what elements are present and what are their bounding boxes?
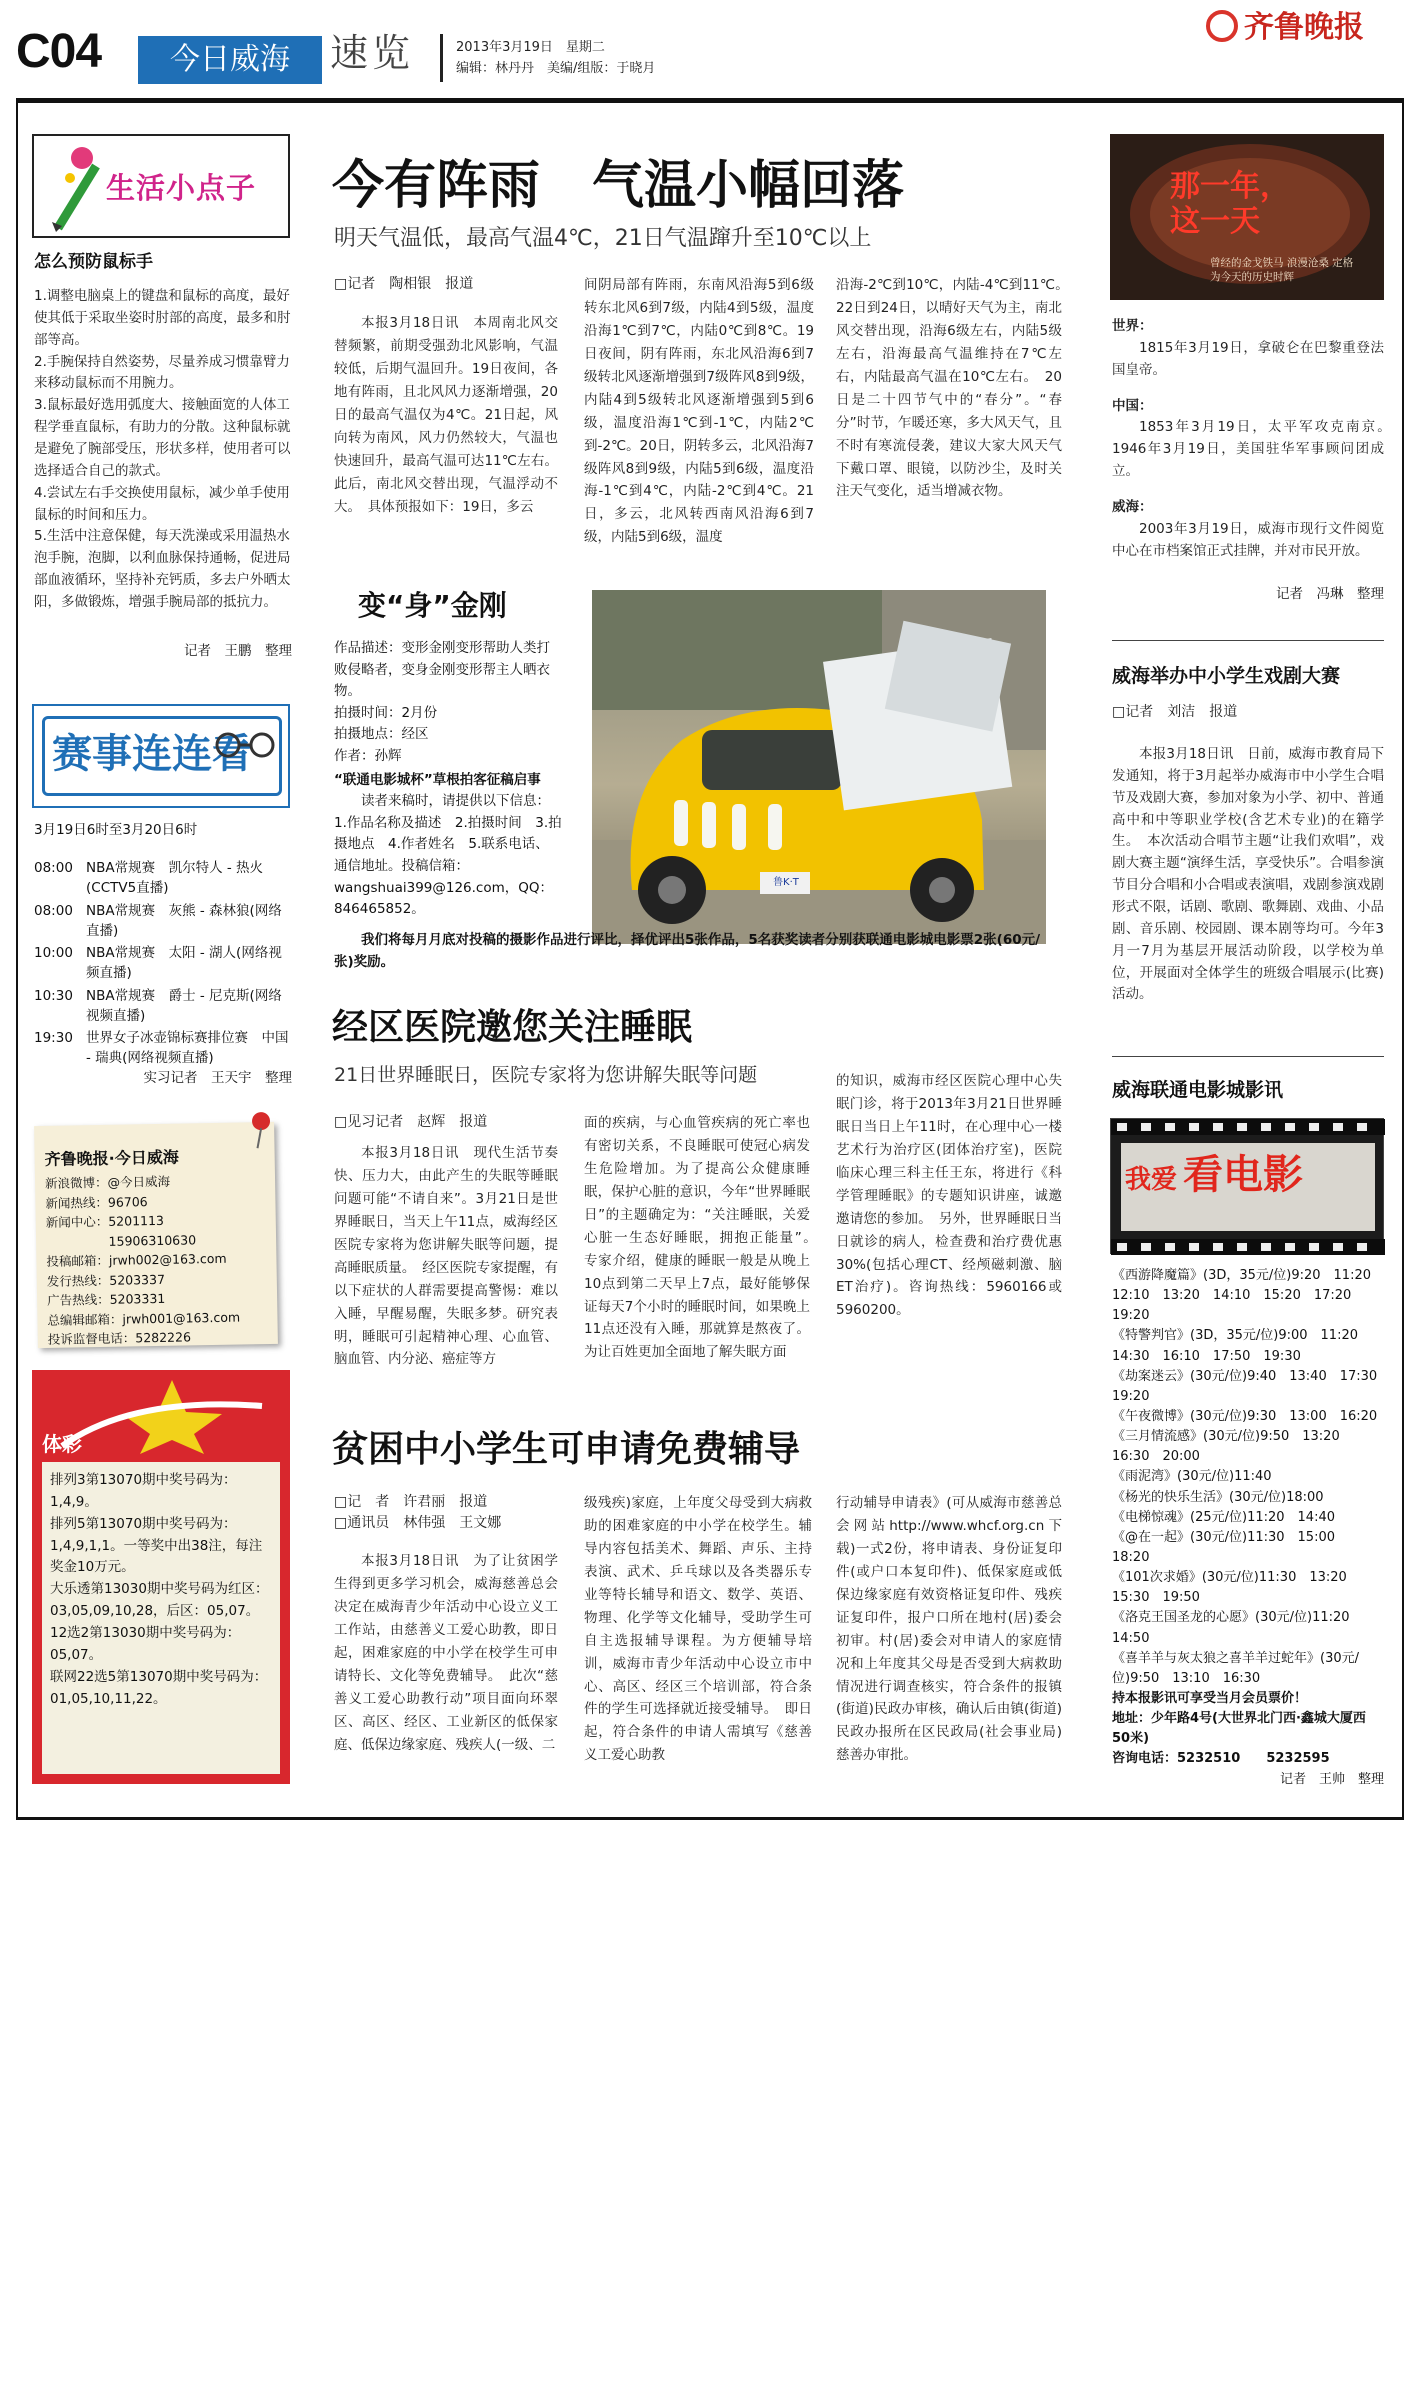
drama-body: 本报3月18日讯 日前，威海市教育局下发通知，将于3月起举办威海市中小学生合唱节及戏剧大赛，参加对象为小学、初中、普通高中和中等职业学校(含艺术专业)的在籍学生。 本次活动合唱节主题“让我们欢唱”，戏剧大赛主题“演绎生活，享受快乐”。合唱参演节目分合唱和小合唱或表演唱，戏剧参演戏剧形式不限，话剧、歌剧、歌舞剧、戏曲、小品剧、音乐剧、校园剧、课本剧等均可。今年3月一7月为基层开展活动阶段，以学校为单位，开展面对全体学生的班级合唱展示(比赛)活动。 [1112,746,1384,1003]
event-time: 19:30 [34,1030,73,1046]
movie-item: 《杨光的快乐生活》(30元/位)18:00 [1112,1489,1324,1505]
lottery-line: 联网22选5第13070期中奖号码为：01,05,10,11,22。 [50,1668,268,1707]
history-item: 2003年3月19日，威海市现行文件阅览中心在市档案馆正式挂牌，并对市民开放。 [1112,520,1384,559]
history-label: 威海： [1112,499,1153,516]
history-banner [1110,134,1384,300]
history-label: 世界： [1112,318,1153,334]
event-time: 08:00 [34,860,73,876]
lottery-line: 排列3第13070期中奖号码为：1,4,9。 [50,1472,237,1510]
movie-banner [1110,1118,1384,1254]
sleep-subhead: 21日世界睡眠日，医院专家将为您讲解失眠等问题 [334,1064,758,1086]
event-text: NBA常规赛 太阳 - 湖人(网络视频直播) [86,945,282,982]
event-text: 世界女子冰壶锦标赛排位赛 中国 - 瑞典(网络视频直播) [86,1030,289,1067]
tutor-text: 本报3月18日讯 为了让贫困学生得到更多学习机会，威海慈善总会决定在威海青少年活动中心设立义工工作站，由慈善义工爱心助教，即日起，困难家庭的中小学在校学生可申请特长、文化等免费辅导。 此次“慈善义工爱心助教行动”项目面向环翠区、高区、经区、工业新区的低保家庭、低保边缘家庭、残疾人(一级、二 [334,1553,558,1753]
tutor-col-2 [584,1492,812,1786]
pushpin-icon [248,1110,275,1150]
yellow-car-image [592,590,1046,944]
weather-text: 间阴局部有阵雨，东南风沿海5到6级转东北风6到7级，内陆4到5级，温度沿海1℃到7℃，内陆0℃到8℃。19日夜间，阴有阵雨，东北风沿海6到7级转北风逐渐增强到7级阵风8到9级，内陆4到5级转北风逐渐增强到5到6级，温度沿海1℃到-1℃，内陆2℃到-2℃。20日，阴转多云，北风沿海7级阵风8到9级，内陆5到6级，温度沿海-1℃到4℃，内陆-2℃到4℃。21日，多云，北风转西南风沿海6到7级，内陆5到6级，温度 [584,277,814,546]
contact-line: 总编辑邮箱：jrwh001@163.com [47,1309,241,1328]
sleep-col-2 [584,1112,824,1380]
tip-sign: 记者 王鹏 整理 [184,643,292,659]
movie-address: 地址：少年路4号(大世界北门西·鑫城大厦西50米) [1112,1711,1366,1747]
tip-item: 3.鼠标最好选用弧度大、接触面宽的人体工程学垂直鼠标，有助力的分散。这种鼠标就是避免了腕部受压，形状多样，使用者可以选择适合自己的款式。 [34,397,291,479]
photo-invite: 读者来稿时，请提供以下信息：1.作品名称及描述 2.拍摄时间 3.拍摄地点 4.作者姓名 5.联系电话、通信地址。投稿信箱：wangshuai399@126.com，QQ：846465852。 [334,793,562,918]
contact-note [34,1122,278,1348]
contact-line: 投诉监督电话：5282226 [47,1329,192,1347]
lottery-panel [42,1462,280,1774]
contact-line: 发行热线：5203337 [46,1271,166,1289]
sleep-headline: 经区医院邀您关注睡眠 [332,1007,693,1048]
lottery-line: 12选2第13030期中奖号码为：05,07。 [50,1625,241,1663]
history-text [1112,316,1398,563]
event-text: NBA常规赛 爵士 - 尼克斯(网络视频直播) [86,987,282,1024]
date-line: 2013年3月19日 星期二 [456,40,605,55]
history-item: 1853年3月19日，太平军攻克南京。 1946年3月19日，美国驻华军事顾问团成立。 [1112,419,1398,480]
movie-item: 《午夜微博》(30元/位)9:30 13:00 16:20 [1112,1408,1378,1424]
photo-title: 变“身”金刚 [358,589,507,622]
tip-item: 2.手腕保持自然姿势，尽量养成习惯靠臂力来移动鼠标而不用腕力。 [34,353,290,392]
tip-item: 4.尝试左右手交换使用鼠标，减少单手使用鼠标的时间和压力。 [34,484,290,523]
movie-item: 《喜羊羊与灰太狼之喜羊羊过蛇年》(30元/位)9:50 13:10 16:30 [1112,1650,1359,1686]
event-row [34,986,292,1027]
weather-byline: □记者 陶相银 报道 [334,276,474,292]
lottery-line: 排列5第13070期中奖号码为：1,4,9,1,1。一等奖中出38注，每注奖金10万元。 [50,1515,263,1576]
weather-col-1 [334,312,558,552]
section-badge: 今日威海 [138,36,322,84]
events-list [34,858,292,1069]
weather-text: 本报3月18日讯 本周南北风交替频繁，前期受强劲北风影响，气温较低，后期气温回升。19日夜间，各地有阵雨，且北风风力逐渐增强，20日的最高气温仅为4℃。21日起，风向转为南风，风力仍然较大，气温也快速回升，最高气温可达11℃左右。此后，南北风交替出现，气温浮动不大。 具体预报如下：19日，多云 [334,315,558,515]
sleep-col-1 [334,1142,558,1380]
contact-line: 新浪微博：@今日威海 [44,1173,171,1191]
logo-ring-icon [1206,10,1238,42]
weather-text: 沿海-2℃到10℃，内陆-4℃到11℃。 22日到24日，以晴好天气为主，南北风交替出现，沿海6级左右，内陆5级左右，沿海最高气温维持在7℃左右，内陆最高气温在10℃左右。 20日是二十四节气中的“春分”。“春分”时节，乍暖还寒，多大风天气，且不时有寒流侵袭，建议大家大风天气下戴口罩、眼镜，以防沙尘，及时关注天气变化，适当增减衣物。 [836,277,1076,500]
history-banner-big: 那一年，这一天 [1170,169,1290,239]
photo-place: 拍摄地点：经区 [334,726,429,743]
tutor-bylines [334,1492,501,1534]
event-time: 10:30 [34,987,73,1004]
drama-text [1112,744,1384,1006]
sleep-text: 的知识，威海市经区医院心理中心失眠门诊，将于2013年3月21日世界睡眠日当日上午11时，在心理中心一楼艺术行为治疗区(团体治疗室)，医院临床心理三科主任王东，将进行《科学管理睡眠》的专题知识讲座，诚邀邀请您的参加。 另外，世界睡眠日当日就诊的病人，检查费和治疗费优惠30%(包括心理CT、经颅磁刺激、脑ET治疗)。咨询热线：5960166或5960200。 [836,1073,1062,1319]
sleep-text: 面的疾病，与心血管疾病的死亡率也有密切关系，不良睡眠可使冠心病发生危险增加。为了提高公众健康睡眠，保护心脏的意识，今年“世界睡眠日”的主题确定为：“关注睡眠，关爱心脏一生态好睡眠，拥抱正能量”。 专家介绍，健康的睡眠一般是从晚上10点到第二天早上7点，最好能够保证每天7个小时的睡眠时间，如果晚上11点还没有入睡，那就算是熬夜了。为让百姓更加全面地了解失眠方面 [584,1115,824,1361]
tip-title: 怎么预防鼠标手 [34,252,153,272]
movie-list [1112,1266,1391,1790]
event-text: NBA常规赛 灰熊 - 森林狼(网络直播) [86,902,282,939]
tips-badge [32,134,290,238]
weather-col-2 [584,274,814,552]
photo-author: 作者：孙辉 [334,747,402,764]
history-banner-small: 曾经的金戈铁马 浪漫沧桑 定格为今天的历史时辉 [1210,257,1354,284]
contact-list [45,1171,241,1350]
photo-desc: 作品描述：变形金刚变形帮助人类打败侵略者，变身金刚变形帮主人晒衣物。 [334,640,550,700]
events-badge-text: 赛事连连看 [52,731,252,777]
event-time: 08:00 [34,902,73,919]
tutor-col-3 [836,1492,1062,1786]
events-badge [32,704,290,808]
contact-line: 广告热线：5203331 [46,1290,166,1308]
tips-badge-text: 生活小点子 [106,171,257,205]
weather-subhead: 明天气温低，最高气温4℃，21日气温蹿升至10℃以上 [334,226,872,251]
car-photo [592,590,1046,944]
movie-item: 《雨泥湾》(30元/位)11:40 [1112,1469,1272,1485]
movie-sign: 记者 王帅 整理 [1279,1771,1384,1787]
tutor-text: 级残疾)家庭，上年度父母受到大病救助的困难家庭的中小学在校学生。辅导内容包括美术、舞蹈、声乐、主持表演、武术、乒乓球以及各类器乐专业等特长辅导和语文、数学、英语、物理、化学等文化辅导，受助学生可自主选报辅导课程。为方便辅导培训，威海市青少年活动中心设立市中心、高区、经区三个培训部，符合条件的学生可选择就近接受辅导。 即日起，符合条件的申请人需填写《慈善义工爱心助教 [584,1495,812,1764]
movie-item: 《特警判官》(3D，35元/位)9:00 11:20 14:30 16:10 17:50 19:30 [1112,1328,1372,1364]
bottom-rule [16,1817,1404,1820]
tutor-byline: □记 者 许君丽 报道 [334,1494,488,1510]
lottery-badge: 体彩 [42,1432,82,1456]
divider [1112,640,1384,641]
license-plate: 鲁K·T [773,877,799,888]
photo-award: 我们将每月月底对投稿的摄影作品进行评比，择优评出5张作品，5名获奖读者分别获联通电影城电影票2张(60元/张)奖励。 [334,932,1041,970]
tutor-text: 行动辅导申请表》(可从威海市慈善总会网站http://www.whcf.org.cn下载)一式2份，将申请表、身份证复印件(或户口本复印件)、低保家庭或低保边缘家庭有效资格证复印件、残疾证复印件，报户口所在地村(居)委会初审。村(居)委会对申请人的家庭情况和上年度其父母是否受到大病救助情况进行调查核实，符合条件的报镇(街道)民政办审核，确认后由镇(街道)民政办报所在区民政局(社会事业局)慈善办审批。 [836,1495,1062,1764]
tutor-headline: 贫困中小学生可申请免费辅导 [332,1429,801,1470]
history-sign: 记者 冯琳 整理 [1276,586,1384,602]
movie-banner-b: 看电影 [1183,1152,1303,1198]
movie-title: 威海联通电影城影讯 [1112,1079,1284,1101]
sleep-byline: □见习记者 赵辉 报道 [334,1114,488,1130]
header-divider [440,34,443,82]
event-text: NBA常规赛 凯尔特人 - 热火(CCTV5直播) [86,860,264,897]
drama-byline: □记者 刘洁 报道 [1112,704,1238,720]
movie-item: 《劫案迷云》(30元/位)9:40 13:40 17:30 19:20 [1112,1368,1391,1404]
pencil-girl-icon [48,142,108,232]
photo-info [334,638,562,921]
lottery-line: 大乐透第13030期中奖号码为红区：03,05,09,10,28，后区：05,07。 [50,1581,269,1620]
history-label: 中国： [1112,397,1153,414]
page-code: C04 [16,25,102,78]
contact-line: 投稿邮箱：jrwh002@163.com [46,1250,227,1269]
editor-line: 编辑：林丹丹 美编/组版：于晓月 [456,60,656,76]
weather-headline: 今有阵雨 气温小幅回落 [332,156,905,216]
movie-item: 《电梯惊魂》(25元/位)11:20 14:40 [1112,1509,1335,1525]
contact-line: 15906310630 [45,1231,197,1250]
contact-line: 新闻中心：5201113 [45,1212,165,1230]
movie-phone: 咨询电话：5232510 5232595 [1112,1751,1330,1767]
newspaper-logo [1206,10,1364,46]
events-range: 3月19日6时至3月20日6时 [34,822,198,838]
photo-contest: “联通电影城杯”草根拍客征稿启事 [334,771,541,788]
movie-item: 《101次求婚》(30元/位)11:30 13:20 15:30 19:50 [1112,1570,1360,1606]
movie-banner-a: 我爱 [1125,1165,1178,1195]
glasses-icon [214,730,280,760]
contact-line: 新闻热线：96706 [45,1193,148,1211]
tip-item: 1.调整电脑桌上的键盘和鼠标的高度，最好使其低于采取坐姿时肘部的高度，最多和肘部等高。 [34,288,291,348]
divider [1112,1056,1384,1057]
drama-title: 威海举办中小学生戏剧大赛 [1112,665,1341,687]
event-row [34,901,292,942]
weather-col-3 [836,274,1076,552]
tutor-col-1 [334,1550,558,1786]
events-sign: 实习记者 王天宇 整理 [143,1070,292,1086]
movie-item: 《西游降魔篇》(3D，35元/位)9:20 11:20 12:10 13:20 14:10 15:20 17:20 19:20 [1112,1268,1385,1324]
event-time: 10:00 [34,945,73,961]
movie-note: 持本报影讯可享受当月会员票价！ [1112,1690,1308,1706]
event-row [34,1028,292,1069]
lottery-box [32,1370,290,1784]
sleep-text: 本报3月18日讯 现代生活节奏快、压力大，由此产生的失眠等睡眠问题可能“不请自来”。3月21日是世界睡眠日，当天上午11点，威海经区医院专家将为您讲解失眠等问题，提高睡眠质量。 经区医院专家提醒，有以下症状的人群需要提高警惕：难以入睡，早醒易醒，失眠多梦。研究表明，睡眠可引起精神心理、心血管、脑血管、内分泌、癌症等方 [334,1145,558,1368]
column-title: 速览 [330,31,415,75]
tip-list [34,286,292,614]
tip-item: 5.生活中注意保健，每天洗澡或采用温热水泡手腕，泡脚，以利血脉保持通畅，促进局部血液循环，坚持补充钙质，多去户外晒太阳，多做锻炼，增强手腕局部的抵抗力。 [34,528,291,611]
sleep-col-3 [836,1070,1062,1380]
header-meta [456,38,655,80]
tutor-byline: □通讯员 林伟强 王文娜 [334,1515,502,1531]
movie-item: 《@在一起》(30元/位)11:30 15:00 18:20 [1112,1529,1349,1565]
contact-title: 齐鲁晚报·今日威海 [44,1147,179,1169]
history-item: 1815年3月19日，拿破仑在巴黎重登法国皇帝。 [1112,339,1384,378]
movie-item: 《三月情流感》(30元/位)9:50 13:20 16:30 20:00 [1112,1429,1353,1465]
logo-text: 齐鲁晚报 [1244,10,1364,45]
event-row [34,858,292,899]
event-row [34,943,292,984]
photo-time: 拍摄时间：2月份 [334,704,438,721]
movie-item: 《洛克王国圣龙的心愿》(30元/位)11:20 14:50 [1112,1610,1363,1646]
lottery-star-icon [52,1376,272,1456]
